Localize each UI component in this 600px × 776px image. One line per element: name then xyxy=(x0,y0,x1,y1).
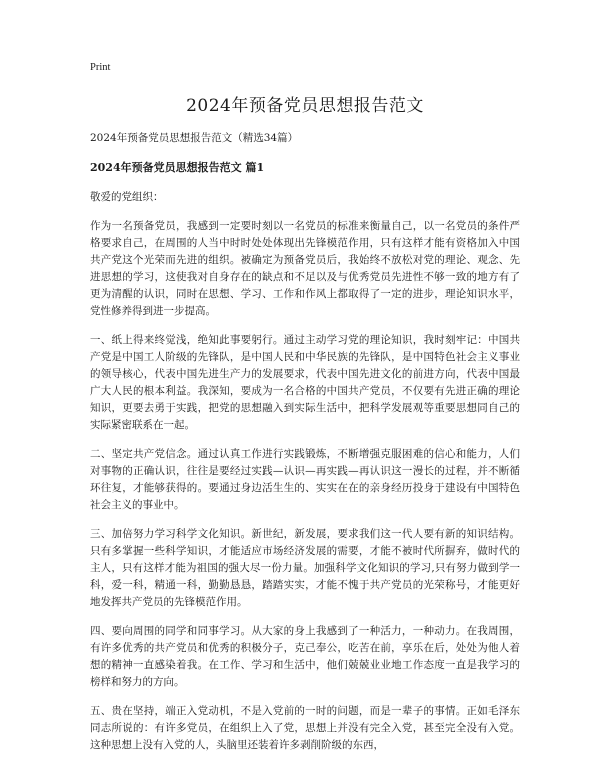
paragraph-point-3: 三、加倍努力学习科学文化知识。新世纪，新发展，要求我们这一代人要有新的知识结构。只有多掌握一些科学知识，才能适应市场经济发展的需要，才能不被时代所摒弃，做时代的主人，只有这样才能为祖国的强大尽一份力量。加强科学文化知识的学习,只有努力做到学一科，爱一科，精通一科，勤勤恳恳，踏踏实实，才能不愧于共产党员的光荣称号，才能更好地发挥共产党员的先锋模范作用。 xyxy=(90,528,520,608)
document-page xyxy=(90,62,520,766)
document-title: 2024年预备党员思想报告范文 xyxy=(186,96,424,116)
paragraph-point-4: 四、要向周围的同学和同事学习。从大家的身上我感到了一种活力，一种动力。在我周围，有许多优秀的共产党员和优秀的积极分子，克己奉公，吃苦在前，享乐在后，处处为他人着想的精神一直感染着我。在工作、学习和生活中，他们兢兢业业地工作态度一直是我学习的榜样和努力的方向。 xyxy=(90,625,520,688)
paragraph-point-1: 一、纸上得来终觉浅，绝知此事要躬行。通过主动学习党的理论知识，我时刻牢记：中国共产党是中国工人阶级的先锋队，是中国人民和中华民族的先锋队，是中国特色社会主义事业的领导核心，代表中国先进生产力的发展要求，代表中国先进文化的前进方向，代表中国最广大人民的根本利益。我深知，要成为一名合格的中国共产党员，不仅要有先进正确的理论知识，更要去勇于实践，把党的思想融入到实际生活中，把科学发展观等重要思想同自己的实际紧密联系在一起。 xyxy=(90,334,520,431)
document-subtitle: 2024年预备党员思想报告范文（精选34篇） xyxy=(90,132,299,144)
section-heading: 2024年预备党员思想报告范文 篇1 xyxy=(90,161,265,174)
paragraph-intro: 作为一名预备党员，我感到一定要时刻以一名党员的标准来衡量自己，以一名党员的条件严格要求自己，在周围的人当中时时处处体现出先锋模范作用，只有这样才能有资格加入中国共产党这个光荣而先进的组织。被确定为预备党员后，我始终不放松对党的理论、观念、先进思想的学习，这使我对自身存在的缺点和不足以及与优秀党员先进性不够一致的地方有了更为清醒的认识，同时在思想、学习、工作和作风上都取得了一定的进步，理论知识水平，党性修养得到进一步提高。 xyxy=(90,220,520,317)
paragraph-point-2: 二、坚定共产党信念。通过认真工作进行实践锻炼，不断增强克服困难的信心和能力，人们对事物的正确认识，往往是要经过实践—认识—再实践—再认识这一漫长的过程，并不断循环往复，才能够获得的。要通过身边活生生的、实实在在的亲身经历投身于建设有中国特色社会主义的事业中。 xyxy=(90,448,520,511)
paragraph-point-5: 五、贵在坚持，端正入党动机，不是入党前的一时的问题，而是一辈子的事情。正如毛泽东同志所说的：有许多党员，在组织上入了党，思想上并没有完全入党，甚至完全没有入党。这种思想上没有入党的人，头脑里还装着许多剥削阶级的东西， xyxy=(90,705,520,751)
greeting: 敬爱的党组织： xyxy=(90,191,164,203)
print-link[interactable]: Print xyxy=(90,62,111,73)
